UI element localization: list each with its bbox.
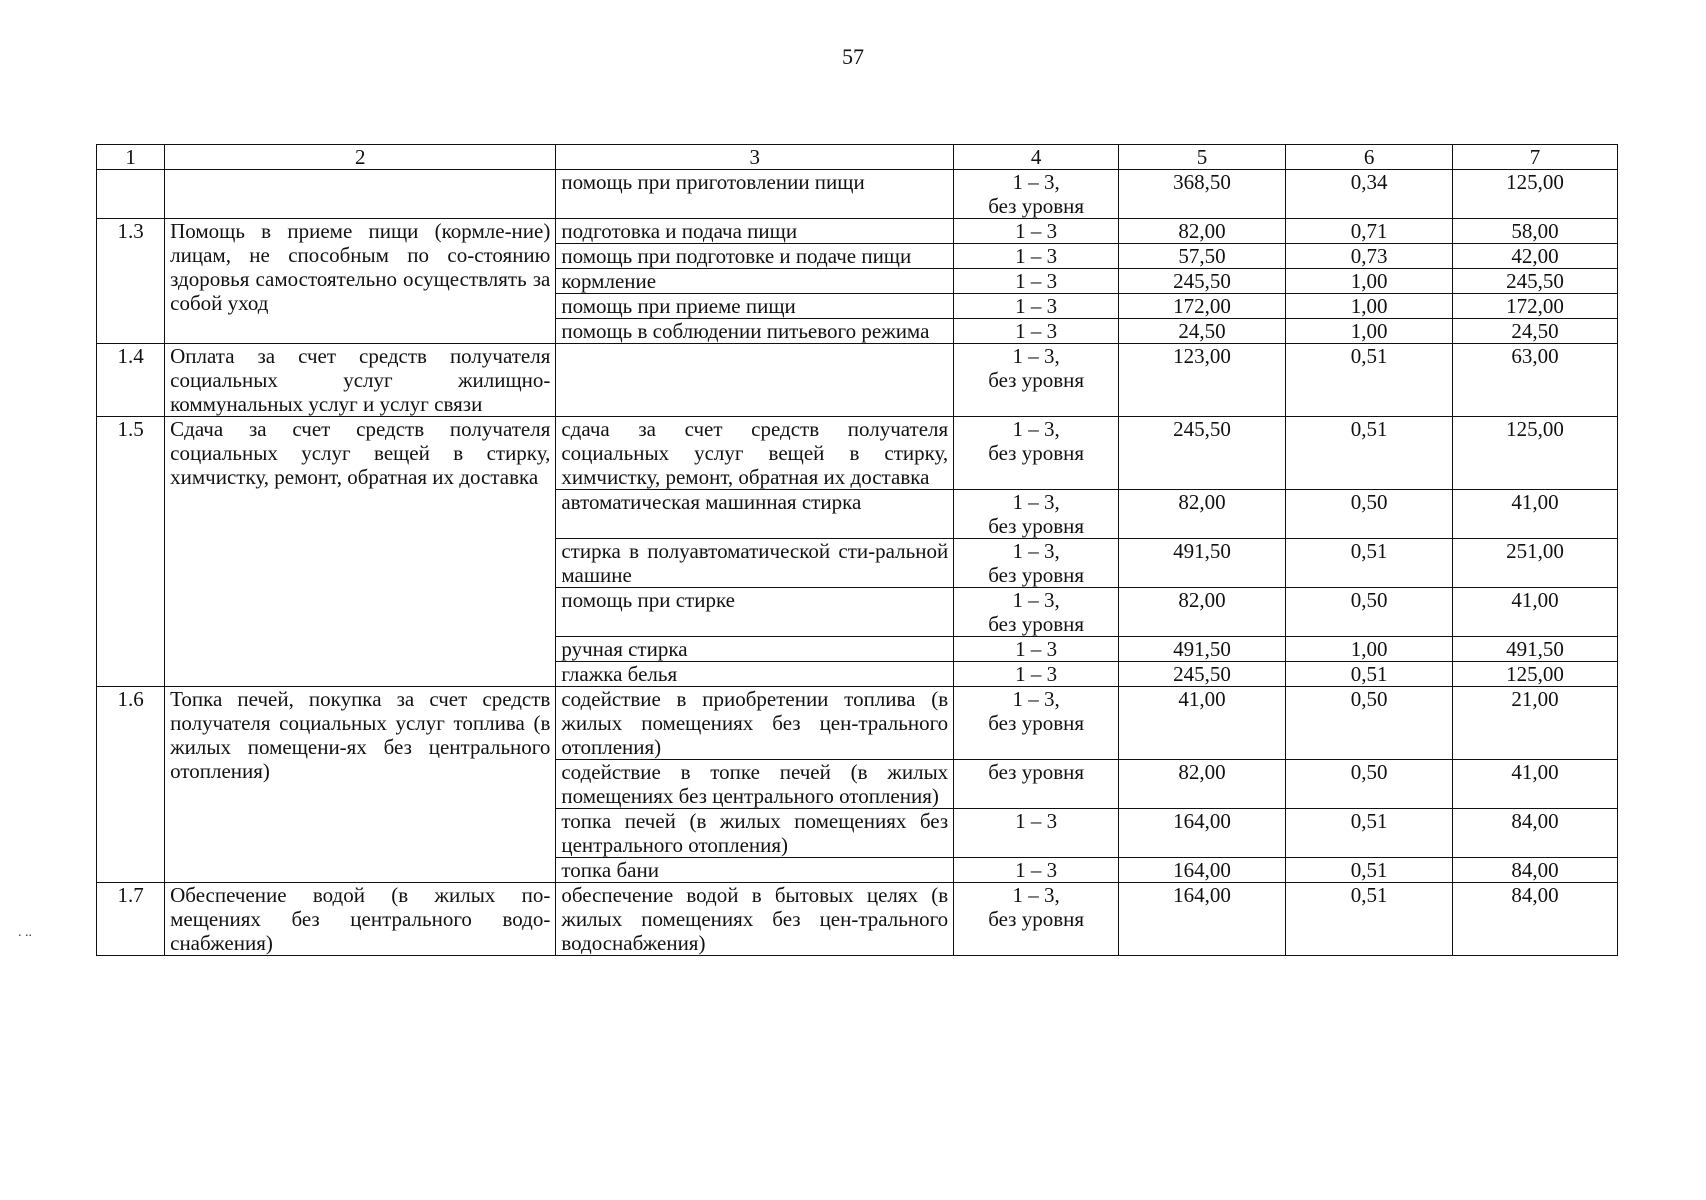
margin-dots: . .. xyxy=(18,925,32,940)
value-col6: 0,51 xyxy=(1286,883,1453,956)
value-col6: 0,51 xyxy=(1286,809,1453,858)
column-header: 5 xyxy=(1119,145,1286,170)
service-level: 1 – 3, без уровня xyxy=(954,344,1119,417)
service-level: без уровня xyxy=(954,760,1119,809)
item-number: 1.4 xyxy=(97,344,165,417)
service-level: 1 – 3 xyxy=(954,269,1119,294)
value-col5: 164,00 xyxy=(1119,809,1286,858)
value-col7: 21,00 xyxy=(1453,687,1618,760)
item-number: 1.5 xyxy=(97,417,165,687)
service-level: 1 – 3, без уровня xyxy=(954,883,1119,956)
value-col5: 164,00 xyxy=(1119,858,1286,883)
service-name: сдача за счет средств получателя социальных услуг вещей в стирку, химчистку, ремонт, обратная их доставка xyxy=(556,417,954,490)
service-name: кормление xyxy=(556,269,954,294)
service-name xyxy=(556,344,954,417)
column-header: 6 xyxy=(1286,145,1453,170)
value-col6: 1,00 xyxy=(1286,319,1453,344)
value-col6: 1,00 xyxy=(1286,294,1453,319)
service-group-title xyxy=(165,170,556,219)
value-col7: 491,50 xyxy=(1453,637,1618,662)
service-level: 1 – 3, без уровня xyxy=(954,687,1119,760)
value-col6: 0,73 xyxy=(1286,244,1453,269)
service-level: 1 – 3, без уровня xyxy=(954,490,1119,539)
column-header: 1 xyxy=(97,145,165,170)
item-number xyxy=(97,170,165,219)
value-col5: 82,00 xyxy=(1119,219,1286,244)
value-col7: 63,00 xyxy=(1453,344,1618,417)
value-col7: 24,50 xyxy=(1453,319,1618,344)
value-col7: 172,00 xyxy=(1453,294,1618,319)
service-group-title: Обеспечение водой (в жилых по-мещениях без центрального водо-снабжения) xyxy=(165,883,556,956)
item-number: 1.3 xyxy=(97,219,165,344)
value-col5: 24,50 xyxy=(1119,319,1286,344)
service-name: содействие в топке печей (в жилых помещениях без центрального отопления) xyxy=(556,760,954,809)
column-number-row xyxy=(97,145,1618,170)
service-level: 1 – 3 xyxy=(954,809,1119,858)
service-group-title: Топка печей, покупка за счет средств получателя социальных услуг топлива (в жилых помещени-ях без центрального отопления) xyxy=(165,687,556,883)
value-col5: 245,50 xyxy=(1119,662,1286,687)
value-col7: 41,00 xyxy=(1453,760,1618,809)
column-header: 7 xyxy=(1453,145,1618,170)
value-col7: 125,00 xyxy=(1453,417,1618,490)
table-body xyxy=(97,170,1618,956)
service-level: 1 – 3 xyxy=(954,244,1119,269)
value-col6: 0,50 xyxy=(1286,588,1453,637)
value-col6: 0,50 xyxy=(1286,490,1453,539)
value-col7: 84,00 xyxy=(1453,809,1618,858)
value-col7: 245,50 xyxy=(1453,269,1618,294)
service-name: помощь при приеме пищи xyxy=(556,294,954,319)
item-number: 1.7 xyxy=(97,883,165,956)
table-row xyxy=(97,883,1618,956)
value-col6: 0,71 xyxy=(1286,219,1453,244)
table-row xyxy=(97,219,1618,244)
service-name: топка бани xyxy=(556,858,954,883)
services-table xyxy=(96,144,1618,956)
service-name: содействие в приобретении топлива (в жилых помещениях без цен-трального отопления) xyxy=(556,687,954,760)
value-col5: 368,50 xyxy=(1119,170,1286,219)
value-col7: 84,00 xyxy=(1453,858,1618,883)
value-col7: 125,00 xyxy=(1453,662,1618,687)
value-col7: 125,00 xyxy=(1453,170,1618,219)
service-name: помощь при подготовке и подаче пищи xyxy=(556,244,954,269)
value-col5: 245,50 xyxy=(1119,417,1286,490)
service-name: топка печей (в жилых помещениях без центрального отопления) xyxy=(556,809,954,858)
value-col5: 82,00 xyxy=(1119,588,1286,637)
service-name: глажка белья xyxy=(556,662,954,687)
value-col6: 0,34 xyxy=(1286,170,1453,219)
value-col5: 57,50 xyxy=(1119,244,1286,269)
value-col6: 0,51 xyxy=(1286,662,1453,687)
value-col6: 0,50 xyxy=(1286,760,1453,809)
value-col7: 41,00 xyxy=(1453,490,1618,539)
value-col6: 0,51 xyxy=(1286,539,1453,588)
value-col5: 82,00 xyxy=(1119,760,1286,809)
table-row xyxy=(97,687,1618,760)
table-row xyxy=(97,170,1618,219)
value-col5: 245,50 xyxy=(1119,269,1286,294)
value-col5: 491,50 xyxy=(1119,539,1286,588)
service-name: помощь в соблюдении питьевого режима xyxy=(556,319,954,344)
value-col5: 123,00 xyxy=(1119,344,1286,417)
service-group-title: Оплата за счет средств получателя социальных услуг жилищно-коммунальных услуг и услуг связи xyxy=(165,344,556,417)
service-level: 1 – 3 xyxy=(954,319,1119,344)
service-group-title: Помощь в приеме пищи (кормле-ние) лицам, не способным по со-стоянию здоровья самостоятельно осуществлять за собой уход xyxy=(165,219,556,344)
service-name: стирка в полуавтоматической сти-ральной машине xyxy=(556,539,954,588)
value-col7: 251,00 xyxy=(1453,539,1618,588)
value-col7: 42,00 xyxy=(1453,244,1618,269)
value-col6: 1,00 xyxy=(1286,269,1453,294)
service-level: 1 – 3 xyxy=(954,219,1119,244)
service-level: 1 – 3 xyxy=(954,637,1119,662)
value-col5: 41,00 xyxy=(1119,687,1286,760)
value-col5: 491,50 xyxy=(1119,637,1286,662)
page-number: 57 xyxy=(842,44,864,69)
table-row xyxy=(97,417,1618,490)
service-name: подготовка и подача пищи xyxy=(556,219,954,244)
value-col6: 0,51 xyxy=(1286,344,1453,417)
service-name: помощь при приготовлении пищи xyxy=(556,170,954,219)
service-name: обеспечение водой в бытовых целях (в жилых помещениях без цен-трального водоснабжения) xyxy=(556,883,954,956)
service-level: 1 – 3 xyxy=(954,858,1119,883)
service-name: ручная стирка xyxy=(556,637,954,662)
service-level: 1 – 3, без уровня xyxy=(954,170,1119,219)
service-level: 1 – 3, без уровня xyxy=(954,539,1119,588)
value-col6: 0,50 xyxy=(1286,687,1453,760)
service-name: автоматическая машинная стирка xyxy=(556,490,954,539)
value-col5: 164,00 xyxy=(1119,883,1286,956)
value-col5: 172,00 xyxy=(1119,294,1286,319)
service-name: помощь при стирке xyxy=(556,588,954,637)
service-level: 1 – 3 xyxy=(954,662,1119,687)
value-col6: 0,51 xyxy=(1286,858,1453,883)
column-header: 2 xyxy=(165,145,556,170)
table-row xyxy=(97,344,1618,417)
value-col6: 1,00 xyxy=(1286,637,1453,662)
column-header: 3 xyxy=(556,145,954,170)
value-col6: 0,51 xyxy=(1286,417,1453,490)
item-number: 1.6 xyxy=(97,687,165,883)
value-col7: 41,00 xyxy=(1453,588,1618,637)
value-col7: 84,00 xyxy=(1453,883,1618,956)
service-level: 1 – 3, без уровня xyxy=(954,417,1119,490)
service-level: 1 – 3, без уровня xyxy=(954,588,1119,637)
service-level: 1 – 3 xyxy=(954,294,1119,319)
column-header: 4 xyxy=(954,145,1119,170)
value-col5: 82,00 xyxy=(1119,490,1286,539)
service-group-title: Сдача за счет средств получателя социальных услуг вещей в стирку, химчистку, ремонт, обратная их доставка xyxy=(165,417,556,687)
value-col7: 58,00 xyxy=(1453,219,1618,244)
